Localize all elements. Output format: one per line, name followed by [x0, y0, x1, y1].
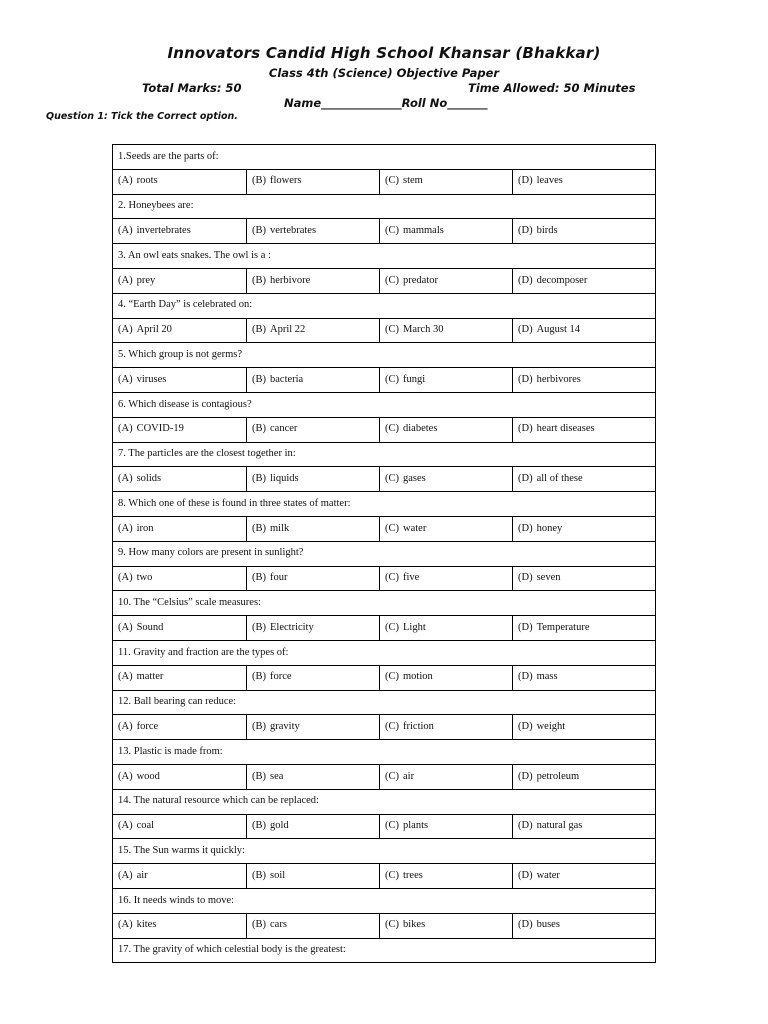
option-cell[interactable]	[247, 268, 380, 293]
option-letter: (B)	[252, 671, 266, 683]
option-cell[interactable]	[513, 715, 656, 740]
option-text: water	[403, 522, 427, 534]
option-letter: (A)	[118, 423, 133, 435]
question-row	[113, 938, 656, 963]
option-text: gases	[403, 473, 426, 484]
option-cell[interactable]	[513, 467, 656, 492]
option-letter: (A)	[118, 225, 133, 237]
option-text: mass	[536, 671, 558, 683]
option-text: plants	[403, 820, 429, 832]
option-letter: (A)	[118, 522, 133, 534]
option-cell[interactable]	[513, 417, 656, 442]
question-text: 6. Which disease is contagious?	[113, 392, 656, 417]
option-letter: (A)	[118, 720, 133, 732]
option-text: cars	[270, 919, 287, 931]
options-row	[113, 417, 656, 442]
option-letter: (D)	[518, 770, 533, 782]
option-text: buses	[536, 919, 560, 931]
option-text: soil	[270, 869, 286, 881]
option-cell[interactable]	[113, 864, 247, 889]
option-cell[interactable]	[113, 764, 247, 789]
option-cell[interactable]	[247, 616, 380, 641]
question-row	[113, 789, 656, 814]
option-text: stem	[403, 175, 423, 187]
option-text: water	[536, 869, 560, 881]
option-text: air	[136, 869, 148, 881]
option-text: kites	[136, 919, 157, 931]
option-letter: (C)	[385, 423, 399, 435]
option-letter: (B)	[252, 919, 266, 931]
option-text: Light	[403, 621, 426, 633]
option-cell[interactable]	[247, 318, 380, 343]
option-letter: (D)	[518, 274, 533, 286]
option-cell[interactable]	[247, 169, 380, 194]
option-text: natural gas	[536, 820, 583, 832]
option-letter: (A)	[118, 373, 133, 385]
option-letter: (D)	[518, 572, 533, 584]
option-cell[interactable]	[380, 814, 513, 839]
question-text: 14. The natural resource which can be replaced:	[113, 789, 656, 814]
option-cell[interactable]	[247, 219, 380, 244]
option-text: cancer	[270, 423, 298, 435]
option-letter: (B)	[252, 621, 266, 633]
option-letter: (A)	[118, 572, 133, 584]
option-cell[interactable]	[113, 715, 247, 740]
option-text: Temperature	[536, 621, 590, 633]
options-row	[113, 566, 656, 591]
option-text: friction	[403, 720, 434, 732]
question-text: 4. “Earth Day” is celebrated on:	[113, 293, 656, 318]
option-cell[interactable]	[113, 665, 247, 690]
option-letter: (D)	[518, 423, 533, 435]
option-text: predator	[403, 274, 438, 286]
option-text: mammals	[403, 225, 444, 237]
option-cell[interactable]	[113, 219, 247, 244]
option-text: Sound	[136, 621, 164, 633]
option-letter: (C)	[385, 770, 399, 782]
question-row	[113, 392, 656, 417]
option-text: matter	[136, 671, 164, 683]
question-row	[113, 145, 656, 170]
question-row	[113, 244, 656, 269]
option-cell[interactable]	[513, 665, 656, 690]
option-cell[interactable]	[113, 467, 247, 492]
option-letter: (C)	[385, 869, 399, 881]
option-cell[interactable]	[247, 715, 380, 740]
option-text: five	[403, 572, 420, 584]
option-cell[interactable]	[380, 417, 513, 442]
option-cell[interactable]	[380, 764, 513, 789]
option-letter: (D)	[518, 919, 533, 931]
option-letter: (D)	[518, 473, 533, 484]
question-row	[113, 690, 656, 715]
options-row	[113, 169, 656, 194]
option-text: trees	[403, 869, 423, 881]
option-cell[interactable]	[247, 864, 380, 889]
question-text: 11. Gravity and fraction are the types of:	[113, 640, 656, 665]
option-letter: (D)	[518, 324, 533, 336]
option-text: seven	[536, 572, 561, 584]
question-row	[113, 888, 656, 913]
option-letter: (C)	[385, 572, 399, 584]
question-text: 7. The particles are the closest together in:	[113, 442, 656, 467]
option-letter: (C)	[385, 274, 399, 286]
option-cell[interactable]	[513, 864, 656, 889]
option-text: coal	[136, 820, 155, 832]
option-letter: (D)	[518, 621, 533, 633]
time-allowed: Time Allowed: 50 Minutes	[468, 81, 636, 95]
option-text: Electricity	[270, 621, 314, 633]
option-letter: (B)	[252, 770, 266, 782]
option-letter: (D)	[518, 522, 533, 534]
option-text: weight	[536, 720, 566, 732]
option-text: bacteria	[270, 373, 304, 385]
question-row	[113, 194, 656, 219]
option-text: August 14	[536, 324, 581, 336]
option-text: gravity	[270, 720, 300, 732]
options-row	[113, 368, 656, 393]
option-text: wood	[136, 770, 160, 782]
paper-subtitle: Class 4th (Science) Objective Paper	[268, 66, 500, 80]
question-text: 8. Which one of these is found in three states of matter:	[113, 492, 656, 517]
option-text: birds	[536, 225, 558, 237]
question-text: 3. An owl eats snakes. The owl is a :	[113, 244, 656, 269]
option-text: herbivore	[270, 274, 311, 286]
option-text: honey	[536, 522, 563, 534]
option-cell[interactable]	[247, 566, 380, 591]
option-text: flowers	[270, 175, 302, 187]
option-cell[interactable]	[113, 616, 247, 641]
option-text: viruses	[136, 373, 167, 385]
option-text: prey	[136, 274, 156, 286]
option-letter: (D)	[518, 671, 533, 683]
option-text: motion	[403, 671, 433, 683]
option-letter: (B)	[252, 473, 266, 484]
question-text: 12. Ball bearing can reduce:	[113, 690, 656, 715]
option-letter: (B)	[252, 820, 266, 832]
question-text: 17. The gravity of which celestial body is the greatest:	[113, 938, 656, 963]
options-row	[113, 764, 656, 789]
option-letter: (D)	[518, 225, 533, 237]
option-letter: (C)	[385, 175, 399, 187]
option-text: heart diseases	[536, 423, 595, 435]
option-letter: (A)	[118, 473, 133, 484]
option-letter: (B)	[252, 373, 266, 385]
option-cell[interactable]	[113, 417, 247, 442]
option-cell[interactable]	[380, 516, 513, 541]
option-cell[interactable]	[113, 516, 247, 541]
option-cell[interactable]	[247, 368, 380, 393]
options-row	[113, 516, 656, 541]
option-cell[interactable]	[380, 864, 513, 889]
option-letter: (B)	[252, 423, 266, 435]
option-cell[interactable]	[113, 566, 247, 591]
option-text: petroleum	[536, 770, 580, 782]
options-row	[113, 318, 656, 343]
question-row	[113, 293, 656, 318]
option-cell[interactable]	[113, 814, 247, 839]
option-letter: (C)	[385, 473, 399, 484]
option-text: diabetes	[403, 423, 438, 435]
questions-body	[113, 145, 656, 963]
option-text: decomposer	[536, 274, 588, 286]
option-letter: (A)	[118, 919, 133, 931]
option-letter: (A)	[118, 175, 133, 187]
option-letter: (A)	[118, 770, 133, 782]
option-text: March 30	[403, 324, 444, 336]
options-row	[113, 715, 656, 740]
option-letter: (C)	[385, 324, 399, 336]
option-text: invertebrates	[136, 225, 191, 237]
option-letter: (B)	[252, 175, 266, 187]
option-text: force	[136, 720, 159, 732]
question-text: 5. Which group is not germs?	[113, 343, 656, 368]
option-text: sea	[270, 770, 284, 782]
option-letter: (C)	[385, 373, 399, 385]
option-letter: (A)	[118, 274, 133, 286]
option-letter: (A)	[118, 671, 133, 683]
option-cell[interactable]	[380, 268, 513, 293]
question-text: 13. Plastic is made from:	[113, 740, 656, 765]
option-cell[interactable]	[513, 368, 656, 393]
option-cell[interactable]	[113, 368, 247, 393]
option-text: April 22	[270, 324, 306, 336]
school-title: Innovators Candid High School Khansar (Bhakkar)	[167, 44, 601, 62]
option-cell[interactable]	[380, 467, 513, 492]
option-cell[interactable]	[380, 566, 513, 591]
option-letter: (C)	[385, 621, 399, 633]
options-row	[113, 616, 656, 641]
option-cell[interactable]	[113, 169, 247, 194]
option-letter: (B)	[252, 522, 266, 534]
option-text: four	[270, 572, 288, 584]
option-letter: (A)	[118, 324, 133, 336]
option-letter: (D)	[518, 373, 533, 385]
option-letter: (D)	[518, 869, 533, 881]
question-row	[113, 343, 656, 368]
option-letter: (C)	[385, 820, 399, 832]
option-cell[interactable]	[380, 368, 513, 393]
option-cell[interactable]	[247, 516, 380, 541]
option-cell[interactable]	[113, 913, 247, 938]
option-cell[interactable]	[380, 715, 513, 740]
option-letter: (C)	[385, 720, 399, 732]
option-letter: (A)	[118, 820, 133, 832]
option-cell[interactable]	[513, 169, 656, 194]
option-text: all of these	[536, 473, 583, 484]
option-letter: (C)	[385, 225, 399, 237]
question-text: 1.Seeds are the parts of:	[113, 145, 656, 170]
option-text: force	[270, 671, 292, 683]
options-row	[113, 864, 656, 889]
option-text: gold	[270, 820, 289, 832]
option-text: air	[403, 770, 415, 782]
option-letter: (D)	[518, 820, 533, 832]
option-cell[interactable]	[247, 913, 380, 938]
option-text: solids	[136, 473, 162, 484]
question-text: 10. The “Celsius” scale measures:	[113, 591, 656, 616]
question-text: 16. It needs winds to move:	[113, 888, 656, 913]
option-text: April 20	[136, 324, 172, 336]
option-letter: (C)	[385, 522, 399, 534]
question-text: 15. The Sun warms it quickly:	[113, 839, 656, 864]
option-cell[interactable]	[380, 665, 513, 690]
option-cell[interactable]	[380, 913, 513, 938]
option-cell[interactable]	[513, 913, 656, 938]
option-cell[interactable]	[513, 516, 656, 541]
option-text: herbivores	[536, 373, 581, 385]
option-cell[interactable]	[380, 169, 513, 194]
option-letter: (C)	[385, 671, 399, 683]
option-text: leaves	[536, 175, 563, 187]
option-letter: (A)	[118, 621, 133, 633]
option-letter: (C)	[385, 919, 399, 931]
option-letter: (B)	[252, 869, 266, 881]
option-letter: (B)	[252, 274, 266, 286]
option-cell[interactable]	[513, 219, 656, 244]
option-cell[interactable]	[513, 616, 656, 641]
option-cell[interactable]	[513, 566, 656, 591]
option-letter: (B)	[252, 572, 266, 584]
total-marks: Total Marks: 50	[142, 81, 242, 95]
options-row	[113, 913, 656, 938]
question-row	[113, 640, 656, 665]
option-cell[interactable]	[380, 616, 513, 641]
name-roll-line: Name______________Roll No_______	[284, 96, 488, 110]
question-row	[113, 740, 656, 765]
option-text: milk	[270, 522, 290, 534]
option-cell[interactable]	[380, 318, 513, 343]
question-row	[113, 492, 656, 517]
option-text: bikes	[403, 919, 426, 931]
question-row	[113, 839, 656, 864]
question-text: 2. Honeybees are:	[113, 194, 656, 219]
option-cell[interactable]	[247, 467, 380, 492]
question-instruction: Question 1: Tick the Correct option.	[46, 111, 238, 122]
option-cell[interactable]	[247, 665, 380, 690]
option-text: two	[136, 572, 153, 584]
option-cell[interactable]	[113, 318, 247, 343]
option-text: liquids	[270, 473, 299, 484]
question-row	[113, 442, 656, 467]
option-letter: (B)	[252, 720, 266, 732]
option-cell[interactable]	[247, 764, 380, 789]
options-row	[113, 268, 656, 293]
question-row	[113, 591, 656, 616]
option-cell[interactable]	[113, 268, 247, 293]
option-cell[interactable]	[513, 764, 656, 789]
option-letter: (B)	[252, 225, 266, 237]
option-letter: (D)	[518, 175, 533, 187]
option-cell[interactable]	[513, 814, 656, 839]
options-row	[113, 665, 656, 690]
option-letter: (D)	[518, 720, 533, 732]
options-row	[113, 814, 656, 839]
options-row	[113, 219, 656, 244]
questions-table	[112, 144, 656, 963]
option-text: COVID-19	[136, 423, 184, 435]
option-cell[interactable]	[247, 417, 380, 442]
question-text: 9. How many colors are present in sunlight?	[113, 541, 656, 566]
option-text: iron	[136, 522, 154, 534]
option-cell[interactable]	[513, 318, 656, 343]
option-letter: (B)	[252, 324, 266, 336]
options-row	[113, 467, 656, 492]
option-cell[interactable]	[513, 268, 656, 293]
option-cell[interactable]	[380, 219, 513, 244]
option-cell[interactable]	[247, 814, 380, 839]
option-text: fungi	[403, 373, 426, 385]
question-row	[113, 541, 656, 566]
option-text: roots	[136, 175, 158, 187]
option-letter: (A)	[118, 869, 133, 881]
option-text: vertebrates	[270, 225, 317, 237]
